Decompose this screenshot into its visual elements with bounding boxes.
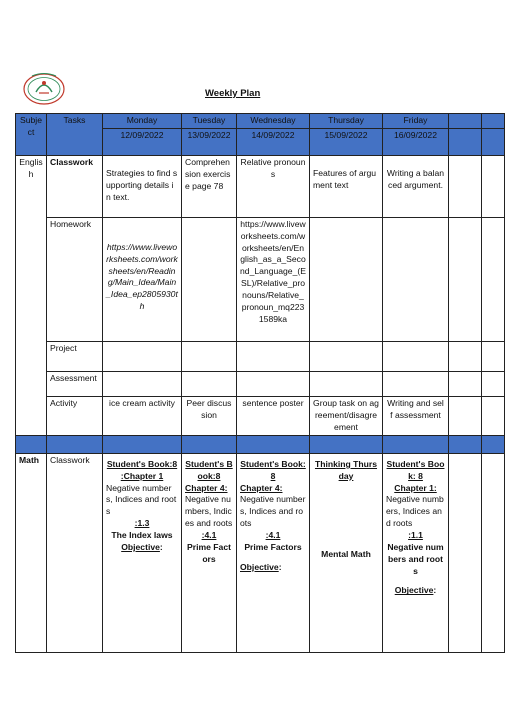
- task-label-homework: Homework: [47, 217, 103, 341]
- lesson-title: Prime Factors: [244, 541, 302, 552]
- english-classwork-thursday: Features of argument text: [310, 155, 383, 217]
- header-date-friday: 16/09/2022: [383, 128, 449, 155]
- lesson-number: :4.1: [265, 530, 281, 541]
- lesson-number: :1.1: [408, 530, 423, 541]
- subject-english: English: [16, 155, 47, 435]
- header-day-wednesday: Wednesday: [237, 114, 310, 129]
- topic: Negative numbers, Indices and roots: [240, 494, 306, 529]
- header-date-wednesday: 14/09/2022: [237, 128, 310, 155]
- english-activity-monday: ice cream activity: [103, 396, 182, 435]
- objective-label: Objective: [394, 585, 434, 596]
- math-classwork-monday: Student's Book:8 :Chapter 1 Negative numbers, Indices and roots :1.3 The Index laws Objective:: [103, 453, 182, 652]
- header-tasks: Tasks: [47, 114, 103, 156]
- math-classwork-tuesday: [182, 453, 237, 652]
- math-classwork-friday: Student's Book: 8 Chapter 1: Negative numbers, Indices and roots :1.1 Negative numbers and roots Objective:: [383, 453, 449, 652]
- book-ref: Student's Book:8: [106, 458, 178, 469]
- empty-cell: [182, 217, 237, 341]
- topic: Negative numbers, Indices and roots: [185, 494, 233, 529]
- book-ref: Student's Book:8: [240, 458, 306, 481]
- english-homework-monday-link[interactable]: https://www.liveworksheets.com/worksheets/en/Reading/Main_Idea/Main_Idea_ep2805930th: [103, 217, 182, 341]
- task-label-project: Project: [47, 341, 103, 371]
- book-ref: Student's Book: 8: [386, 458, 445, 481]
- objective-label: Objective: [121, 541, 160, 552]
- header-day-monday: Monday: [103, 114, 182, 129]
- english-classwork-friday: Writing a balanced argument.: [383, 155, 449, 217]
- empty-cell: [482, 217, 505, 341]
- header-date-tuesday: 13/09/2022: [182, 128, 237, 155]
- empty-cell: [383, 217, 449, 341]
- math-classwork-wednesday: Student's Book:8 Chapter 4: Negative numbers, Indices and roots :4.1 Prime Factors Objective:: [237, 453, 310, 652]
- header-date-thursday: 15/09/2022: [310, 128, 383, 155]
- header-day-friday: Friday: [383, 114, 449, 129]
- english-homework-wednesday-link[interactable]: https://www.liveworksheets.com/worksheets/en/English_as_a_Second_Language_(ESL)/Relative_pronouns/Relative_pronoun_mq2231589ka: [237, 217, 310, 341]
- header-day-thursday: Thursday: [310, 114, 383, 129]
- english-activity-tuesday: Peer discussion: [182, 396, 237, 435]
- lesson-title: Prime Factors: [187, 541, 231, 564]
- empty-cell: [449, 217, 482, 341]
- header-empty: [449, 114, 482, 129]
- english-classwork-wednesday: Relative pronouns: [237, 155, 310, 217]
- header-date-monday: 12/09/2022: [103, 128, 182, 155]
- empty-cell: [310, 217, 383, 341]
- header-empty: [482, 114, 505, 129]
- task-label-activity: Activity: [47, 396, 103, 435]
- english-activity-wednesday: sentence poster: [237, 396, 310, 435]
- header-subject: Subject: [16, 114, 47, 156]
- english-classwork-monday: Strategies to find supporting details in text.: [103, 155, 182, 217]
- school-logo: [22, 70, 66, 106]
- lesson-number: :1.3: [134, 518, 150, 529]
- lesson-title: Negative numbers and roots: [387, 541, 444, 576]
- topic: Negative numbers, Indices and roots: [106, 482, 177, 517]
- objective-label: Objective: [240, 561, 279, 572]
- math-classwork-thursday: [310, 453, 383, 652]
- lesson-title: The Index laws: [111, 530, 173, 541]
- english-classwork-tuesday: Comprehension exercise page 78: [182, 155, 237, 217]
- theme: Thinking Thursday: [314, 458, 378, 481]
- chapter-ref: Chapter 4:: [185, 482, 228, 493]
- lesson-number: :4.1: [201, 530, 217, 541]
- subject-math: Math: [16, 453, 47, 652]
- page-title: Weekly Plan: [205, 88, 261, 99]
- empty-cell: [482, 155, 505, 217]
- book-ref: Student's Book:8: [185, 458, 233, 481]
- english-activity-friday: Writing and self assessment: [383, 396, 449, 435]
- topic: Negative numbers, Indices and roots: [386, 494, 444, 529]
- english-activity-thursday: Group task on agreement/disagreement: [310, 396, 383, 435]
- header-empty: [482, 128, 505, 155]
- weekly-plan-table: [15, 113, 505, 653]
- empty-cell: [449, 155, 482, 217]
- chapter-ref: Chapter 4:: [240, 482, 283, 493]
- header-day-tuesday: Tuesday: [182, 114, 237, 129]
- separator-row: [16, 435, 505, 453]
- task-label-classwork: Classwork: [47, 155, 103, 217]
- activity: Mental Math: [321, 548, 371, 559]
- chapter-ref: :Chapter 1: [120, 470, 164, 481]
- task-label-assessment: Assessment: [47, 371, 103, 396]
- chapter-ref: Chapter 1:: [394, 482, 437, 493]
- task-label-math-classwork: Classwork: [47, 453, 103, 652]
- header-empty: [449, 128, 482, 155]
